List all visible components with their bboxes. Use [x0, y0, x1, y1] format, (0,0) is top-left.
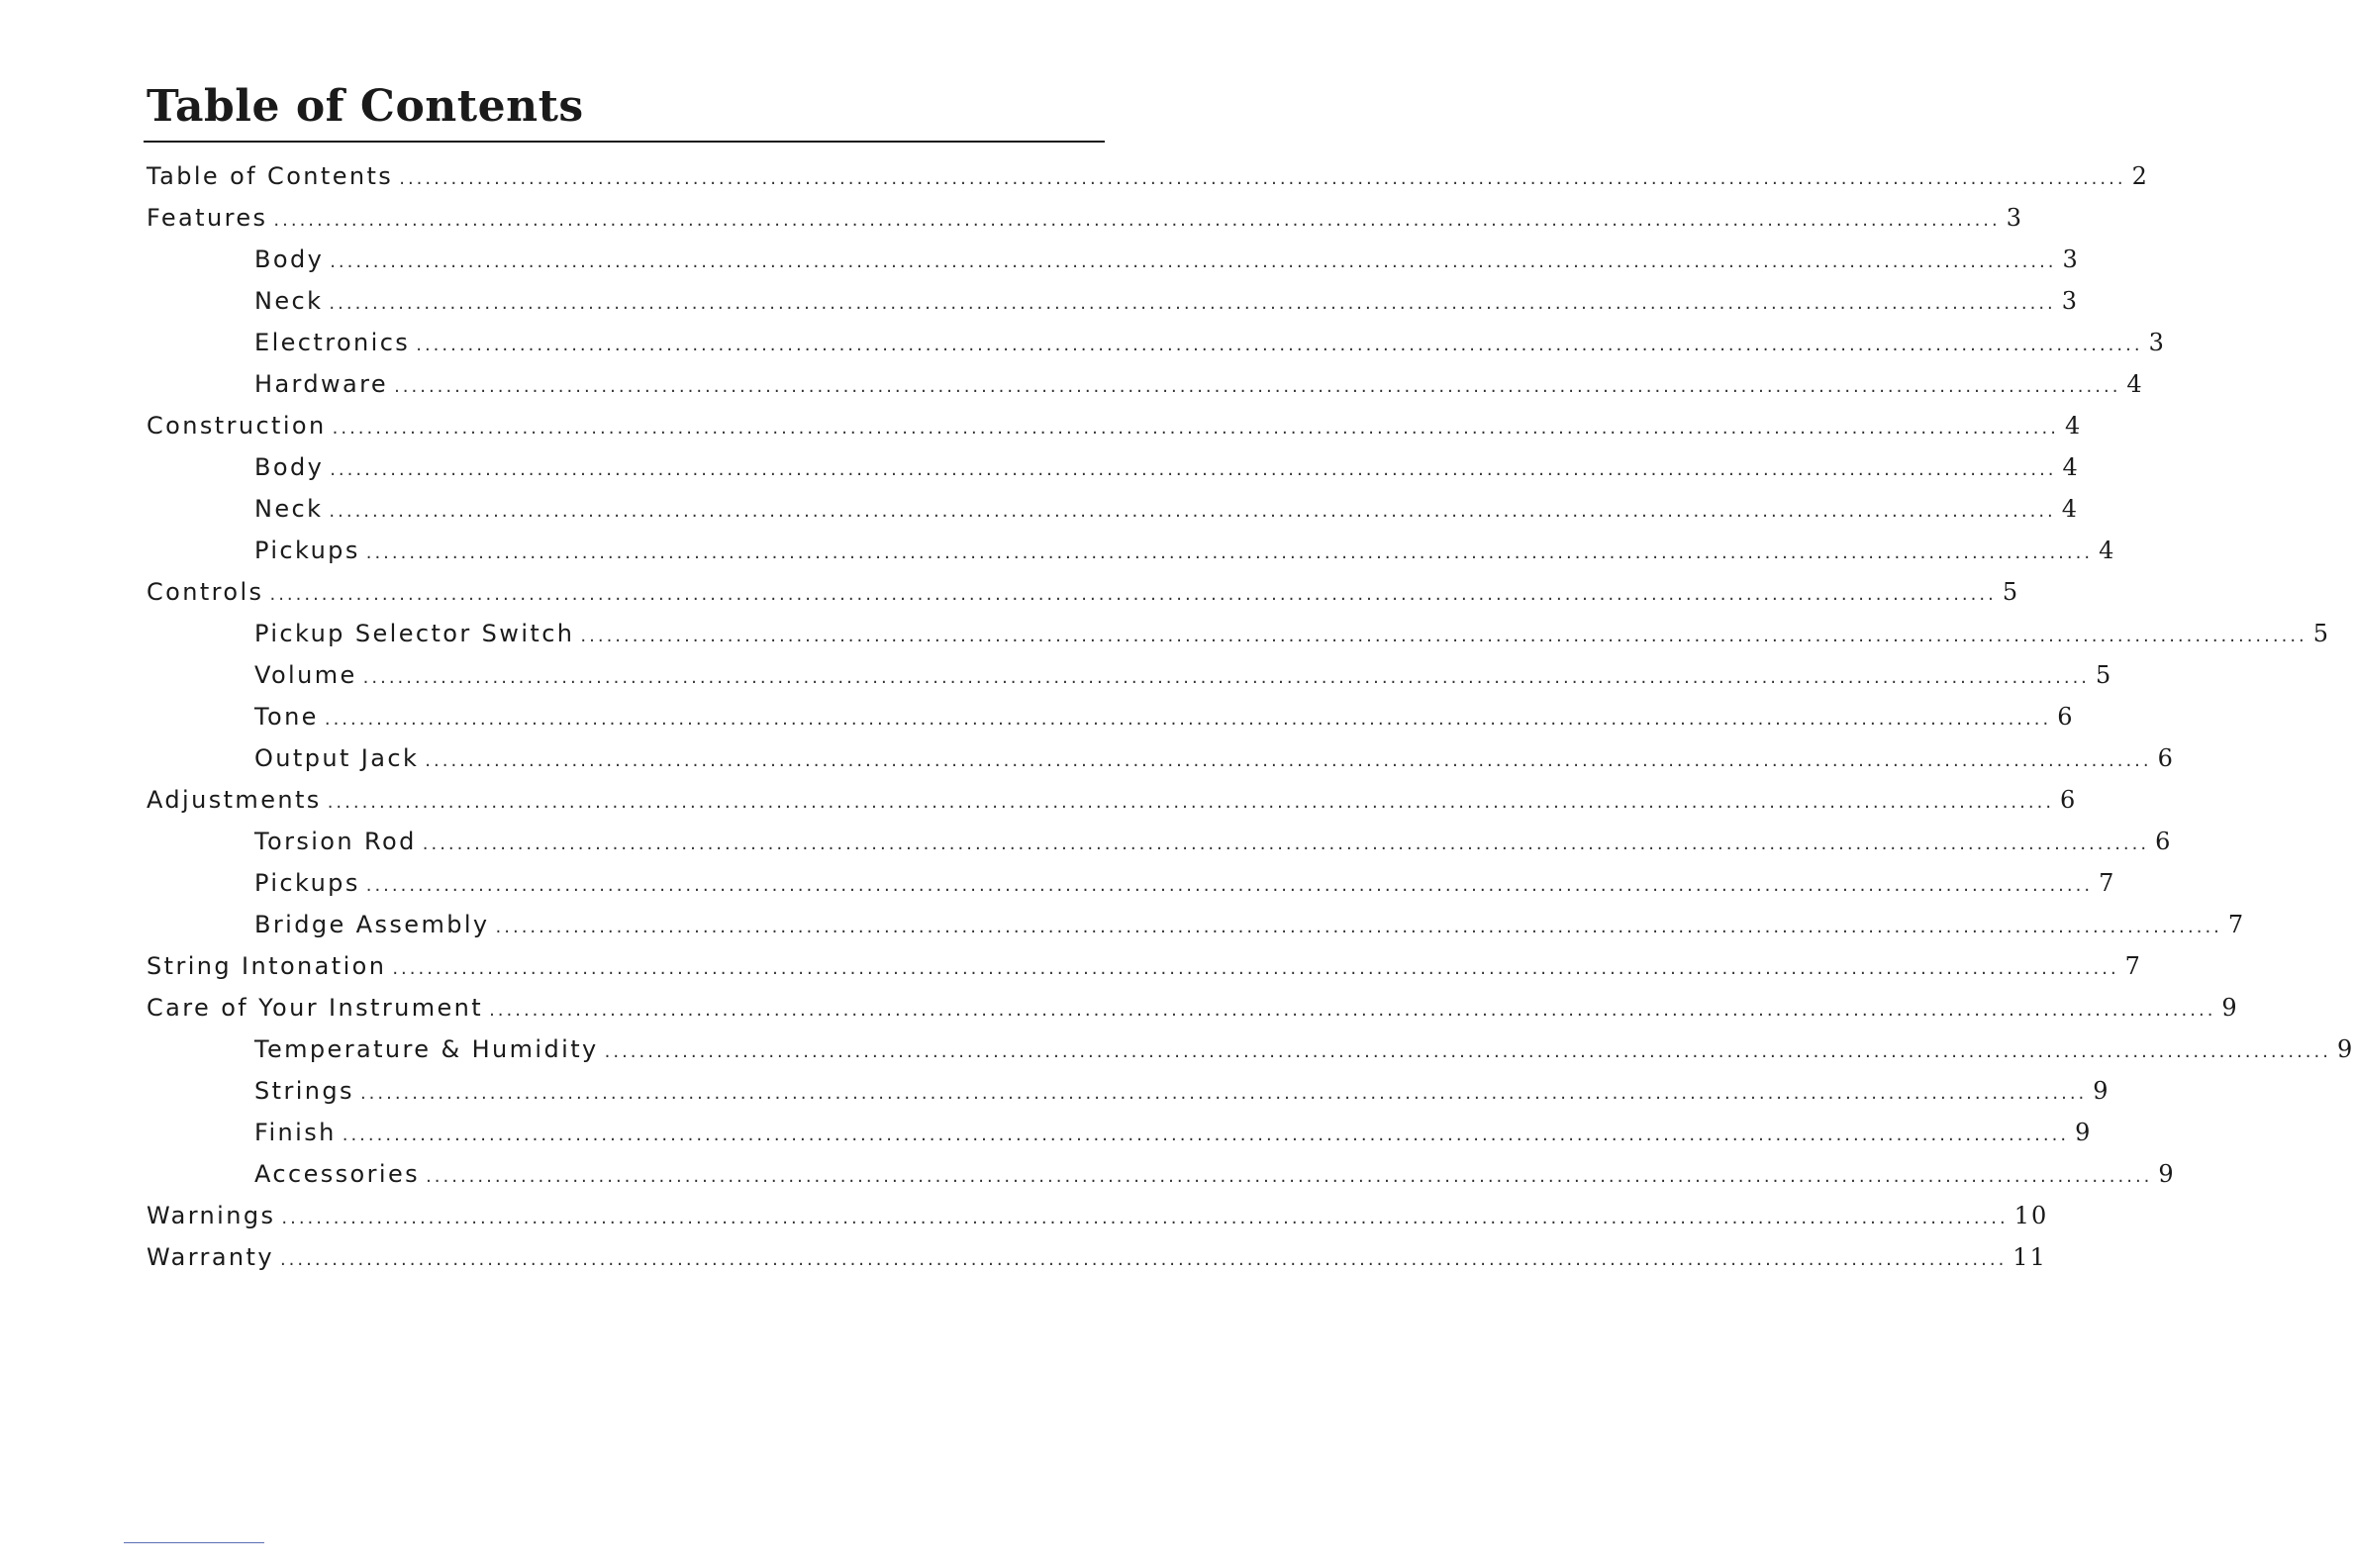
toc-dot-leader: ........................................................................................................................................................................................................	[416, 335, 2143, 355]
toc-entry-page-number: 9	[2075, 1119, 2093, 1146]
toc-entry-label: Care of Your Instrument	[147, 994, 484, 1022]
toc-entry-page-number: 3	[2062, 245, 2080, 273]
toc-entry-page-number: 9	[2221, 994, 2239, 1022]
toc-entry-page-number: 11	[2012, 1243, 2047, 1271]
toc-dot-leader: ........................................................................................................................................................................................................	[332, 418, 2059, 439]
toc-entry[interactable]	[147, 903, 2246, 944]
toc-entry-page-number: 5	[2002, 578, 2020, 606]
toc-dot-leader: ........................................................................................................................................................................................................	[330, 251, 2057, 272]
toc-entry[interactable]	[147, 529, 2116, 570]
toc-entry-label: Accessories	[254, 1160, 421, 1188]
toc-entry-page-number: 6	[2155, 828, 2173, 855]
toc-dot-leader: ........................................................................................................................................................................................................	[495, 917, 2222, 937]
toc-entry-label: Hardware	[254, 370, 389, 398]
toc-entry[interactable]	[147, 321, 2166, 362]
toc-entry-page-number: 6	[2157, 744, 2175, 772]
toc-entry-label: Warranty	[147, 1243, 274, 1271]
toc-entry-label: Controls	[147, 578, 264, 606]
toc-dot-leader: ........................................................................................................................................................................................................	[342, 1125, 2070, 1145]
toc-entry-page-number: 5	[2096, 661, 2113, 689]
toc-entry[interactable]	[147, 1194, 2049, 1235]
toc-dot-leader: ........................................................................................................................................................................................................	[324, 709, 2052, 730]
toc-entry-page-number: 10	[2013, 1202, 2049, 1229]
toc-entry-page-number: 6	[2060, 786, 2078, 814]
toc-dot-leader: ........................................................................................................................................................................................................	[422, 833, 2150, 854]
toc-entry-page-number: 7	[2227, 911, 2246, 938]
toc-entry-label: Finish	[254, 1119, 337, 1146]
toc-entry[interactable]	[147, 944, 2142, 986]
toc-entry[interactable]	[147, 861, 2116, 903]
toc-entry-label: Neck	[254, 287, 324, 315]
toc-entry-label: Bridge Assembly	[254, 911, 490, 938]
toc-entry[interactable]	[147, 362, 2144, 404]
toc-entry[interactable]	[147, 695, 2075, 736]
toc-entry-label: Body	[254, 453, 325, 481]
toc-entry-page-number: 9	[2336, 1035, 2354, 1063]
toc-entry-label: Warnings	[147, 1202, 276, 1229]
toc-entry-label: Strings	[254, 1077, 354, 1105]
toc-entry-page-number: 3	[2148, 329, 2166, 356]
toc-entry-label: Electronics	[254, 329, 411, 356]
toc-dot-leader: ........................................................................................................................................................................................................	[399, 168, 2126, 189]
toc-dot-leader: ........................................................................................................................................................................................................	[365, 542, 2094, 563]
toc-entry[interactable]	[147, 986, 2239, 1028]
toc-entry[interactable]	[147, 653, 2113, 695]
toc-entry[interactable]	[147, 820, 2173, 861]
toc-entry[interactable]	[147, 1069, 2110, 1111]
toc-entry-label: Pickups	[254, 537, 360, 564]
toc-dot-leader: ........................................................................................................................................................................................................	[362, 667, 2091, 688]
toc-entry[interactable]	[147, 1111, 2093, 1152]
toc-entry-page-number: 3	[2006, 204, 2024, 232]
toc-dot-leader: ........................................................................................................................................................................................................	[327, 792, 2055, 813]
toc-dot-leader: ........................................................................................................................................................................................................	[394, 376, 2121, 397]
toc-dot-leader: ........................................................................................................................................................................................................	[580, 626, 2307, 646]
toc-entry-label: Body	[254, 245, 325, 273]
toc-entry[interactable]	[147, 279, 2080, 321]
toc-dot-leader: ........................................................................................................................................................................................................	[365, 875, 2094, 896]
toc-entry-label: Table of Contents	[147, 162, 394, 190]
toc-dot-leader: ........................................................................................................................................................................................................	[604, 1041, 2331, 1062]
footer-divider	[124, 1542, 264, 1543]
toc-entry-page-number: 4	[2126, 370, 2144, 398]
toc-entry[interactable]	[147, 445, 2080, 487]
toc-dot-leader: ........................................................................................................................................................................................................	[273, 210, 2001, 231]
toc-entry[interactable]	[147, 154, 2149, 196]
toc-entry[interactable]	[147, 404, 2083, 445]
toc-entry[interactable]	[147, 1152, 2176, 1194]
toc-entry-page-number: 4	[2099, 537, 2116, 564]
toc-entry[interactable]	[147, 778, 2078, 820]
toc-dot-leader: ........................................................................................................................................................................................................	[426, 1166, 2153, 1187]
toc-dot-leader: ........................................................................................................................................................................................................	[329, 293, 2056, 314]
toc-entry-page-number: 4	[2062, 453, 2080, 481]
toc-dot-leader: ........................................................................................................................................................................................................	[279, 1249, 2008, 1270]
toc-entry-label: Features	[147, 204, 268, 232]
toc-entry-page-number: 4	[2064, 412, 2083, 440]
toc-entry[interactable]	[147, 736, 2175, 778]
toc-entry-page-number: 5	[2312, 620, 2331, 647]
toc-entry[interactable]	[147, 570, 2020, 612]
toc-entry-label: Volume	[254, 661, 357, 689]
toc-entry-label: Output Jack	[254, 744, 420, 772]
toc-dot-leader: ........................................................................................................................................................................................................	[281, 1208, 2009, 1228]
toc-entry[interactable]	[147, 1028, 2354, 1069]
toc-dot-leader: ........................................................................................................................................................................................................	[425, 750, 2152, 771]
toc-entry-label: Adjustments	[147, 786, 322, 814]
toc-entry[interactable]	[147, 487, 2080, 529]
toc-dot-leader: ........................................................................................................................................................................................................	[329, 501, 2056, 522]
toc-entry-page-number: 4	[2061, 495, 2080, 523]
toc-entry-label: String Intonation	[147, 952, 387, 980]
toc-entry-page-number: 3	[2061, 287, 2080, 315]
title-divider	[144, 141, 1105, 143]
toc-entry-label: Tone	[254, 703, 319, 731]
toc-dot-leader: ........................................................................................................................................................................................................	[392, 958, 2119, 979]
toc-entry[interactable]	[147, 612, 2331, 653]
toc-entry-label: Torsion Rod	[254, 828, 417, 855]
toc-dot-leader: ........................................................................................................................................................................................................	[330, 459, 2057, 480]
toc-entry-page-number: 6	[2057, 703, 2075, 731]
toc-entry-page-number: 7	[2099, 869, 2116, 897]
toc-entry-label: Pickup Selector Switch	[254, 620, 575, 647]
toc-entry-page-number: 2	[2131, 162, 2149, 190]
toc-entry-label: Construction	[147, 412, 327, 440]
toc-dot-leader: ........................................................................................................................................................................................................	[359, 1083, 2088, 1104]
toc-entry-page-number: 9	[2158, 1160, 2176, 1188]
toc-entry-label: Pickups	[254, 869, 360, 897]
toc-entry[interactable]	[147, 238, 2080, 279]
toc-entry-page-number: 9	[2093, 1077, 2110, 1105]
toc-dot-leader: ........................................................................................................................................................................................................	[269, 584, 1997, 605]
toc-entry-label: Neck	[254, 495, 324, 523]
toc-entry[interactable]	[147, 196, 2024, 238]
toc-entry-label: Temperature & Humidity	[254, 1035, 599, 1063]
toc-entry[interactable]	[147, 1235, 2047, 1277]
toc-entry-page-number: 7	[2124, 952, 2142, 980]
toc-dot-leader: ........................................................................................................................................................................................................	[489, 1000, 2216, 1021]
page-title: Table of Contents	[147, 81, 584, 132]
table-of-contents	[147, 154, 2354, 1277]
